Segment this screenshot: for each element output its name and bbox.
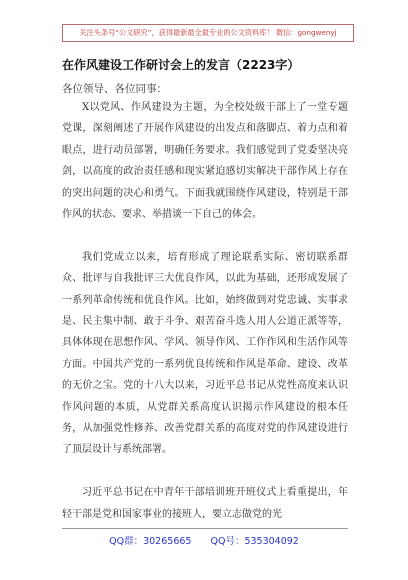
footer-qq-number: QQ号：535304092	[210, 536, 299, 547]
salutation: 各位领导、各位同事：	[62, 83, 167, 95]
page-footer	[0, 533, 408, 547]
paragraph: 我们党成立以来，培育形成了理论联系实际、密切联系群众、批评与自我批评三大优良作风，以此为基础，还形成发展了一系列革命传统和优良作风。比如，始终做到对党忠诚、实事求是、民主集中制、敢于斗争、艰苦奋斗选人用人公道正派等等，具体体现在思想作风、学风、领导作风、工作作风和生活作风等方面。中国共产党的一系列优良传统和作风是革命、建设、改革的无价之宝。党的十八大以来，习近平总书记从党性高度来认识作风问题的本质，从党群关系高度认识揭示作风建设的根本任务，从加强党性修养、改善党群关系的高度对党的作风建设进行了顶层设计与系统部署。	[62, 251, 348, 456]
promo-banner: 关注头条号“公文研究”，获得最新最全最专业的公文资料库！ 微信：gongwenyj	[62, 24, 354, 42]
footer-qq-group: QQ群：30265665	[109, 536, 192, 547]
document-body	[62, 97, 348, 525]
paragraph: X以党风、作风建设为主题，为全校处级干部上了一堂专题党课，深刻阐述了开展作风建设的出发点和落脚点、着力点和着眼点，进行动员部署，明确任务要求。我们感觉到了党委坚决亮剑，以高度的政治责任感和现实紧迫感切实解决干部作风上存在的突出问题的决心和勇气。下面我就围绕作风建设，特别是干部作风的状态、要求、举措谈一下自己的体会。	[62, 102, 348, 221]
footer-divider	[62, 528, 348, 529]
document-title: 在作风建设工作研讨会上的发言（2223字）	[62, 58, 300, 72]
paragraph: 习近平总书记在中青年干部培训班开班仪式上看重提出，年轻干部是党和国家事业的接班人，要立志做党的光	[62, 487, 348, 520]
